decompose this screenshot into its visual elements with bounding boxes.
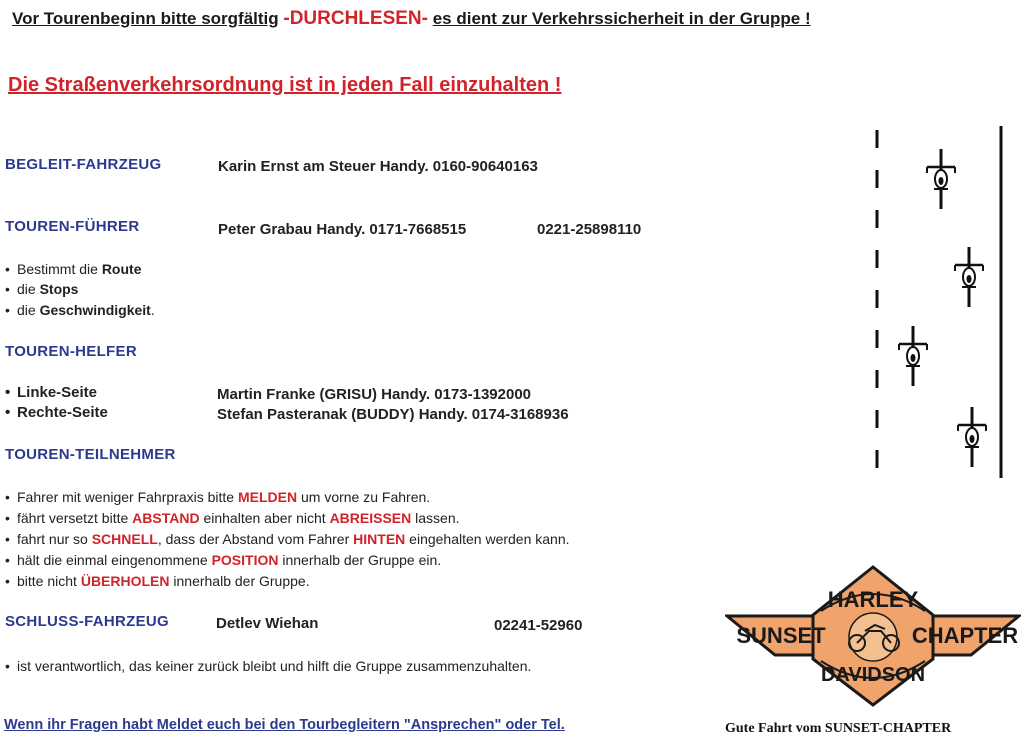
header-line-2: Die Straßenverkehrsordnung ist in jeden Fall einzuhalten ! (8, 74, 562, 96)
teilnehmer-bullet: • fährt versetzt bitte ABSTAND einhalten aber nicht ABREISSEN lassen. (5, 510, 460, 526)
teilnehmer-bullet: • fahrt nur so SCHNELL, dass der Abstand vom Fahrer HINTEN eingehalten werden kann. (5, 531, 570, 547)
helfer-value-right: Stefan Pasteranak (BUDDY) Handy. 0174-3168936 (217, 406, 569, 423)
fuehrer-label: TOUREN-FÜHRER (5, 218, 140, 235)
helfer-side-left: • Linke-Seite (5, 384, 98, 401)
begleit-value: Karin Ernst am Steuer Handy. 0160-90640163 (218, 158, 538, 175)
header-outro: es dient zur Verkehrssicherheit in der Gruppe ! (432, 9, 811, 28)
helfer-value-left: Martin Franke (GRISU) Handy. 0173-1392000 (217, 386, 532, 403)
riding-formation-diagram (860, 122, 1010, 482)
fuehrer-value: Peter Grabau Handy. 0171-7668515 (218, 221, 467, 238)
fuehrer-bullet: • Bestimmt die Route (5, 261, 142, 277)
fuehrer-bullet: • die Stops (5, 281, 79, 297)
motorcycle-topview-icon (899, 326, 927, 386)
logo-right-text: CHAPTER (911, 623, 1019, 648)
teilnehmer-bullet: • Fahrer mit weniger Fahrpraxis bitte MELDEN um vorne zu Fahren. (5, 489, 431, 505)
schluss-phone: 02241-52960 (494, 617, 583, 634)
schluss-label: SCHLUSS-FAHRZEUG (5, 613, 169, 630)
sunset-chapter-logo (725, 563, 1021, 709)
helfer-label: TOUREN-HELFER (5, 343, 137, 360)
teilnehmer-bullet: • hält die einmal eingenommene POSITION innerhalb der Gruppe ein. (5, 552, 442, 568)
logo-top-text: HARLEY (827, 587, 919, 612)
fuehrer-phone2: 0221-25898110 (537, 221, 642, 238)
helfer-side-right: • Rechte-Seite (5, 404, 108, 421)
begleit-label: BEGLEIT-FAHRZEUG (5, 156, 162, 173)
header-highlight: -DURCHLESEN- (283, 8, 428, 29)
teilnehmer-label: TOUREN-TEILNEHMER (5, 446, 176, 463)
footer-farewell: Gute Fahrt vom SUNSET-CHAPTER (725, 721, 952, 736)
footer-question-note: Wenn ihr Fragen habt Meldet euch bei den Tourbegleitern "Ansprechen" oder Tel. (4, 717, 565, 733)
fuehrer-bullet: • die Geschwindigkeit. (5, 302, 155, 318)
motorcycle-topview-icon (955, 247, 983, 307)
schluss-note: • ist verantwortlich, das keiner zurück bleibt und hilft die Gruppe zusammenzuhalten. (5, 658, 532, 674)
header-intro: Vor Tourenbeginn bitte sorgfältig (12, 9, 279, 28)
logo-bottom-text: DAVIDSON (820, 664, 926, 686)
logo-left-text: SUNSET (736, 623, 826, 648)
header-line-1 (12, 8, 811, 30)
schluss-name: Detlev Wiehan (216, 615, 319, 632)
motorcycle-topview-icon (927, 149, 955, 209)
motorcycle-topview-icon (958, 407, 986, 467)
teilnehmer-bullet: • bitte nicht ÜBERHOLEN innerhalb der Gruppe. (5, 573, 310, 589)
